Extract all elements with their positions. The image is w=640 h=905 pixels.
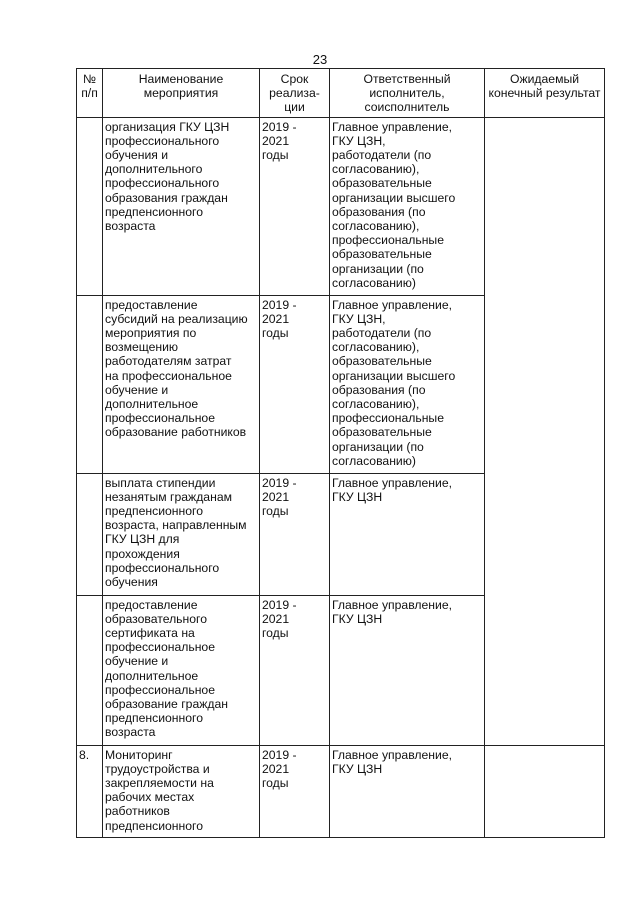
cell-name: предоставление субсидий на реализацию мероприятия по возмещению работодателям затрат на профессиональное обучение и дополнительное профессиональное образование работников	[103, 295, 260, 473]
cell-responsible: Главное управление, ГКУ ЦЗН, работодатели (по согласованию), образовательные организации высшего образования (по согласованию), профессиональные образовательные организации (по согласованию)	[330, 117, 485, 295]
cell-term: 2019 - 2021 годы	[260, 473, 330, 595]
cell-num: 8.	[77, 745, 103, 837]
table-header-row	[77, 69, 605, 118]
cell-responsible: Главное управление, ГКУ ЦЗН	[330, 595, 485, 745]
page-number: 23	[312, 52, 328, 67]
header-term: Срок реализа- ции	[260, 69, 330, 118]
cell-name: Мониторинг трудоустройства и закрепляемости на рабочих местах работников предпенсионного	[103, 745, 260, 837]
cell-name: предоставление образовательного сертификата на профессиональное обучение и дополнительное профессиональное образование граждан предпенсионного возраста	[103, 595, 260, 745]
cell-num	[77, 595, 103, 745]
header-name: Наименование мероприятия	[103, 69, 260, 118]
cell-name: выплата стипендии незанятым гражданам предпенсионного возраста, направленным ГКУ ЦЗН для прохождения профессионального обучения	[103, 473, 260, 595]
cell-result	[485, 117, 605, 745]
header-responsible: Ответственный исполнитель, соисполнитель	[330, 69, 485, 118]
table-row	[77, 745, 605, 837]
table-row	[77, 117, 605, 295]
cell-responsible: Главное управление, ГКУ ЦЗН	[330, 745, 485, 837]
header-num: № п/п	[77, 69, 103, 118]
header-result: Ожидаемый конечный результат	[485, 69, 605, 118]
cell-result	[485, 745, 605, 837]
cell-responsible: Главное управление, ГКУ ЦЗН	[330, 473, 485, 595]
cell-responsible: Главное управление, ГКУ ЦЗН, работодатели (по согласованию), образовательные организации высшего образования (по согласованию), профессиональные образовательные организации (по согласованию)	[330, 295, 485, 473]
cell-term: 2019 - 2021 годы	[260, 117, 330, 295]
measures-table	[76, 68, 605, 838]
cell-num	[77, 473, 103, 595]
cell-num	[77, 295, 103, 473]
cell-term: 2019 - 2021 годы	[260, 745, 330, 837]
cell-name: организация ГКУ ЦЗН профессионального обучения и дополнительного профессионального образования граждан предпенсионного возраста	[103, 117, 260, 295]
cell-term: 2019 - 2021 годы	[260, 295, 330, 473]
cell-term: 2019 - 2021 годы	[260, 595, 330, 745]
cell-num	[77, 117, 103, 295]
